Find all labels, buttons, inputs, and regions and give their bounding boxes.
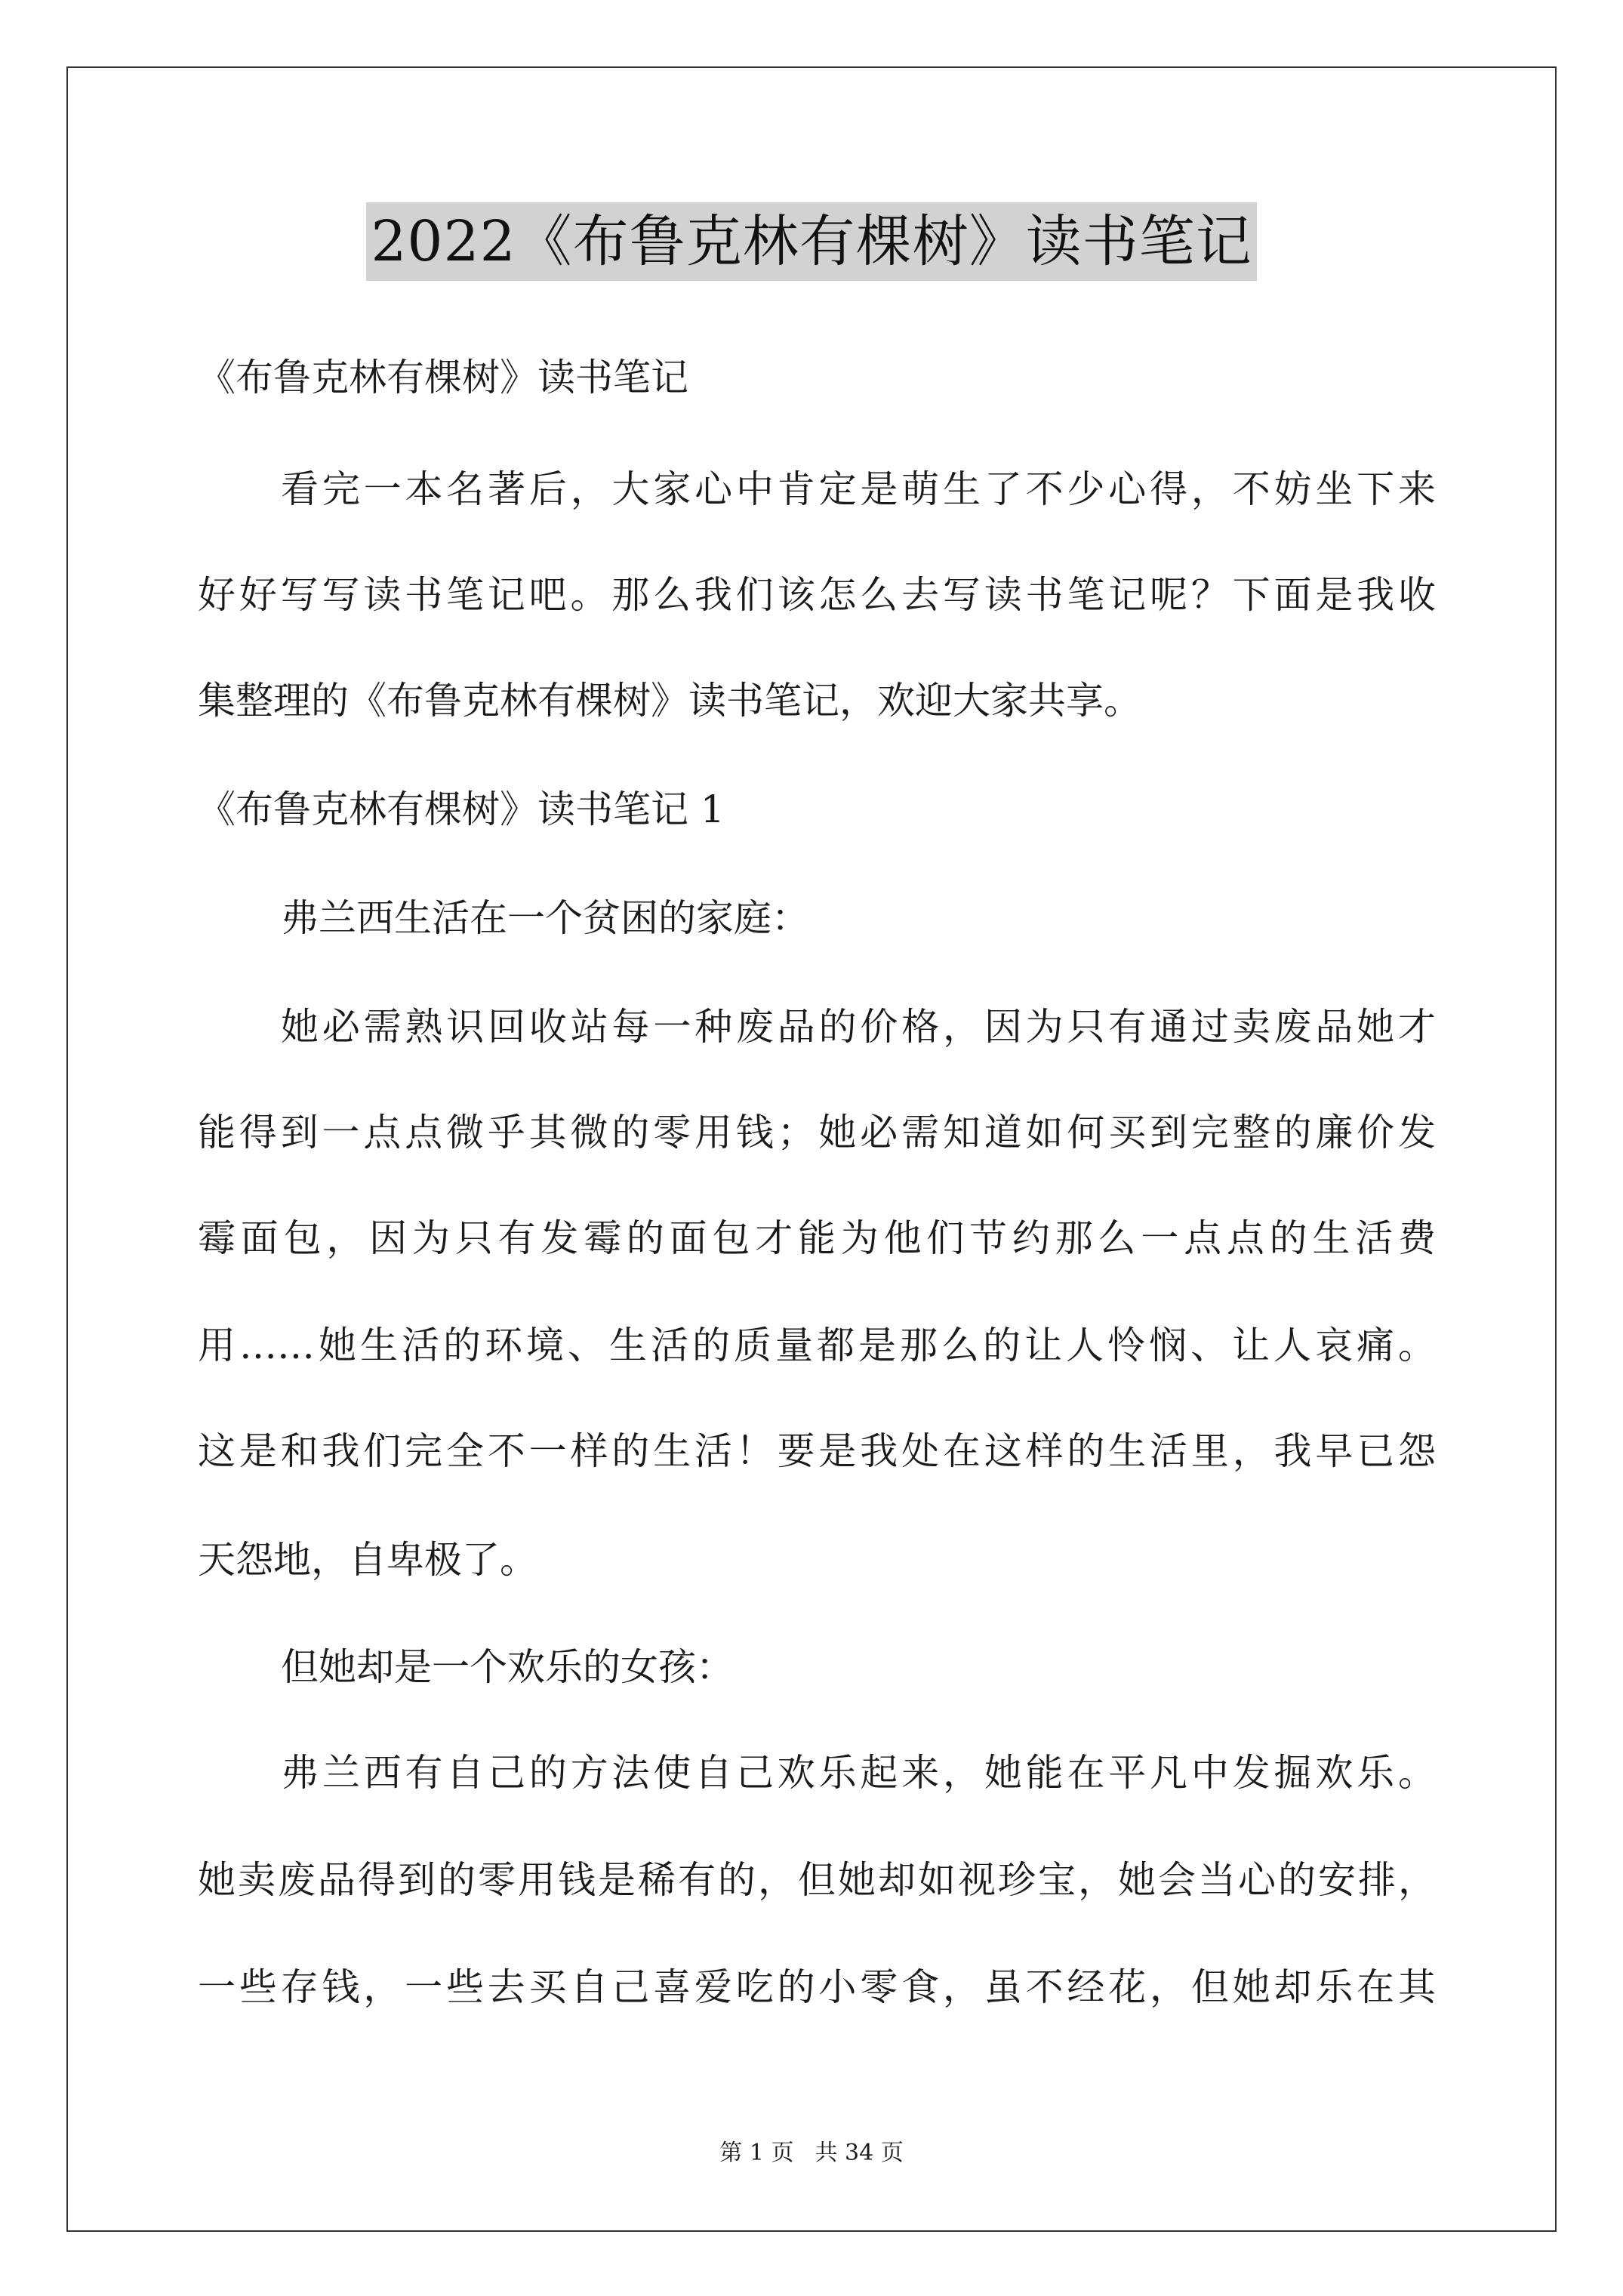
paragraph-line: 一些存钱，一些去买自己喜爱吃的小零食，虽不经花，但她却乐在其: [198, 1965, 1436, 2009]
paragraph-line: 好好写写读书笔记吧。那么我们该怎么去写读书笔记呢？下面是我收: [198, 573, 1436, 617]
paragraph-line: 弗兰西有自己的方法使自己欢乐起来，她能在平凡中发掘欢乐。: [281, 1751, 1436, 1795]
paragraph-line: 集整理的《布鲁克林有棵树》读书笔记，欢迎大家共享。: [198, 679, 1141, 723]
section-heading: 《布鲁克林有棵树》读书笔记 1: [198, 787, 725, 831]
paragraph-line: 霉面包，因为只有发霉的面包才能为他们节约那么一点点的生活费: [198, 1216, 1436, 1260]
paragraph-line: 能得到一点点微乎其微的零用钱；她必需知道如何买到完整的廉价发: [198, 1111, 1436, 1154]
page-number: 第 1 页: [719, 2140, 794, 2166]
subtitle-line: 《布鲁克林有棵树》读书笔记: [198, 356, 688, 399]
paragraph-line: 用……她生活的环境、生活的质量都是那么的让人怜悯、让人哀痛。: [198, 1324, 1436, 1367]
paragraph-line: 她必需熟识回收站每一种废品的价格，因为只有通过卖废品她才: [281, 1005, 1436, 1049]
document-title: 2022《布鲁克林有棵树》读书笔记: [366, 202, 1256, 281]
paragraph-line: 她卖废品得到的零用钱是稀有的，但她却如视珍宝，她会当心的安排，: [198, 1858, 1436, 1902]
page-total: 共 34 页: [815, 2140, 904, 2166]
paragraph-line: 这是和我们完全不一样的生活！要是我处在这样的生活里，我早已怨: [198, 1429, 1436, 1473]
paragraph-line: 但她却是一个欢乐的女孩：: [281, 1645, 734, 1689]
paragraph-line: 看完一本名著后，大家心中肯定是萌生了不少心得，不妨坐下来: [281, 467, 1436, 511]
paragraph-line: 弗兰西生活在一个贫困的家庭：: [281, 896, 809, 940]
title-container: [0, 202, 1623, 281]
page-footer: [0, 2138, 1623, 2168]
paragraph-line: 天怨地，自卑极了。: [198, 1538, 537, 1582]
